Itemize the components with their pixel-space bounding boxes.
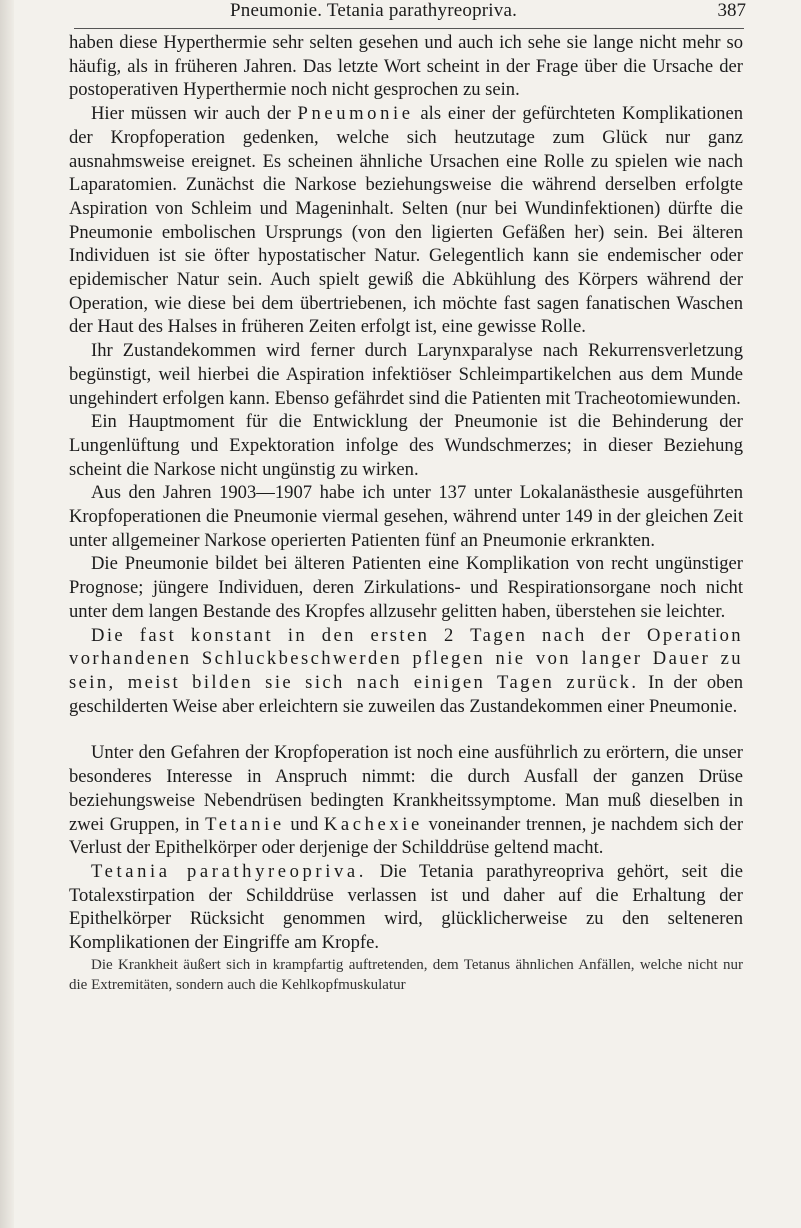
spaced-emphasis: Pneumonie (297, 103, 414, 125)
paragraph: Tetania parathyreopriva. Die Tetania parathyreopriva gehört, seit die Totalexstirpation der Schilddrüse verlassen ist und daher auf die Erhaltung der Epithelkörper Rücksicht genommen wird, glücklicherweise zu den selteneren Komplikationen der Eingriffe am Kropfe. (69, 860, 744, 954)
header-rule (74, 28, 744, 29)
paragraph: haben diese Hyperthermie sehr selten gesehen und auch ich sehe sie lange nicht mehr so häufig, als in früheren Jahren. Das letzte Wort scheint in der Frage über die Ursache der postoperativen Hyperthermie noch nicht gesprochen zu sein. (69, 32, 743, 101)
running-title: Pneumonie. Tetania parathyreopriva. (230, 0, 518, 21)
spaced-emphasis: Die fast konstant in den ersten 2 Tagen nach der Operation vorhandenen Schluckbeschwerden pflegen nie von langer Dauer zu sein, meist bilden sie sich nach einigen Tagen zurück. (69, 624, 743, 693)
paragraph: Aus den Jahren 1903—1907 habe ich unter 137 unter Lokalanästhesie ausgeführten Kropfoperationen die Pneumonie viermal gesehen, während unter 149 in der gleichen Zeit unter allgemeiner Narkose operierten Patienten fünf an Pneumonie erkrankten. (69, 482, 743, 551)
paragraph: Die fast konstant in den ersten 2 Tagen nach der Operation vorhandenen Schluckbeschwerden pflegen nie von langer Dauer zu sein, meist bilden sie sich nach einigen Tagen zurück. In der oben geschilderten Weise aber erleichtern sie zuweilen das Zustandekommen einer Pneumonie. (69, 624, 743, 717)
paragraph: Unter den Gefahren der Kropfoperation ist noch eine ausführlich zu erörtern, die unser besonderes Interesse in Anspruch nimmt: die durch Ausfall der ganzen Drüse beziehungsweise Nebendrüsen bedingten Krankheitssymptome. Man muß dieselben in zwei Gruppen, in Tetanie und Kachexie voneinander trennen, je nachdem sich der Verlust der Epithelkörper oder derjenige der Schilddrüse geltend macht. (69, 742, 744, 859)
page-number: 387 (717, 0, 746, 21)
paragraph: Ein Hauptmoment für die Entwicklung der Pneumonie ist die Behinderung der Lungenlüftung und Expektoration infolge des Wundschmerzes; in dieser Beziehung scheint die Narkose nicht ungünstig zu wirken. (69, 411, 743, 480)
running-header (170, 0, 746, 26)
paragraph: Die Pneumonie bildet bei älteren Patienten eine Komplikation von recht ungünstiger Prognose; jüngere Individuen, deren Zirkulations- und Respirationsorgane noch nicht unter dem langen Bestande des Kropfes allzusehr gelitten haben, überstehen sie leichter. (69, 553, 743, 622)
small-print-paragraph: Die Krankheit äußert sich in krampfartig auftretenden, dem Tetanus ähnlichen Anfällen, welche nicht nur die Extremitäten, sondern auch die Kehlkopfmuskulatur (69, 956, 743, 993)
section-gap (69, 718, 743, 741)
paragraph: Ihr Zustandekommen wird ferner durch Larynxparalyse nach Rekurrensverletzung begünstigt, weil hierbei die Aspiration infektiöser Schleimpartikelchen aus dem Munde ungehindert erfolgen kann. Ebenso gefährdet sind die Patienten mit Tracheotomiewunden. (69, 340, 743, 409)
spaced-emphasis: Tetanie (205, 813, 285, 835)
spaced-heading: Tetania parathyreopriva. (91, 860, 367, 882)
spaced-emphasis: Kachexie (323, 813, 423, 835)
paragraph: Hier müssen wir auch der Pneumonie als einer der gefürchteten Komplikationen der Kropfoperation gedenken, welche sich heutzutage zum Glück nur ganz ausnahmsweise ereignet. Es scheinen ähnliche Ursachen eine Rolle zu spielen wie nach Laparatomien. Zunächst die Narkose beziehungsweise die während derselben erfolgte Aspiration von Schleim und Mageninhalt. Selten (nur bei Wundinfektionen) dürfte die Pneumonie embolischen Ursprungs (von den ligierten Gefäßen her) sein. Bei älteren Individuen ist sie öfter hypostatischer Natur. Gelegentlich kann sie endemischer oder epidemischer Natur sein. Auch spielt gewiß die Abkühlung des Körpers während der Operation, wie diese bei dem übertriebenen, ich möchte fast sagen fanatischen Waschen der Haut des Halses in früheren Zeiten erfolgt ist, eine gewisse Rolle. (69, 103, 743, 338)
page-binding-edge (0, 0, 14, 1228)
body-text (69, 31, 743, 995)
